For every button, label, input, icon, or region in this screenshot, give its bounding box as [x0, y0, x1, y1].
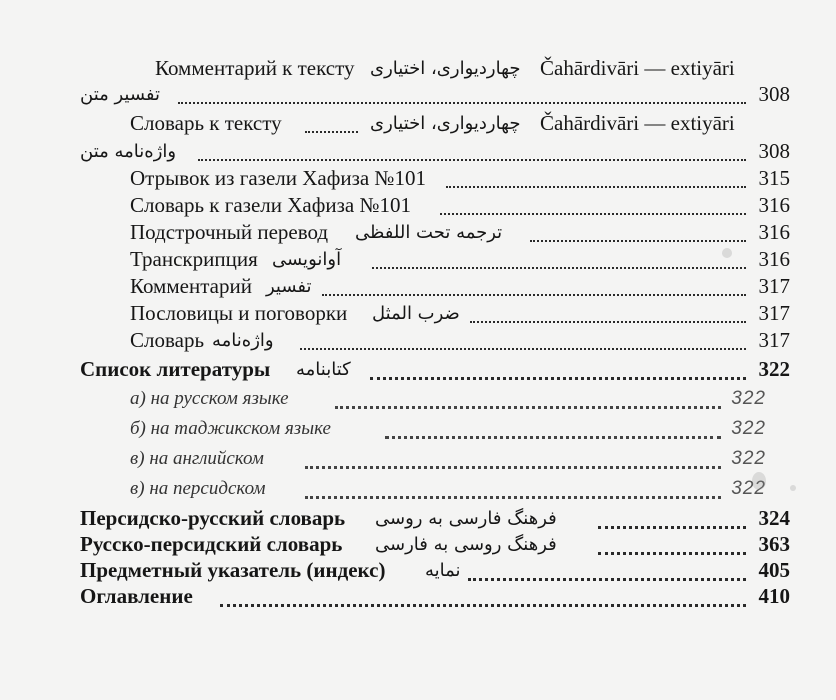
- toc-page-number: 316: [758, 220, 790, 244]
- toc-entry-title: Словарь: [130, 328, 205, 352]
- toc-entry-title: Предметный указатель (индекс): [80, 558, 386, 582]
- toc-entry-title: Оглавление: [80, 584, 193, 608]
- toc-page-number: 410: [758, 584, 790, 608]
- leader-dots: [598, 510, 746, 529]
- leader-dots: [440, 197, 746, 215]
- toc-entry-title: Подстрочный перевод: [130, 220, 329, 244]
- toc-entry-title: Русско-персидский словарь: [80, 532, 343, 556]
- toc-entry-title: б) на таджикском языке: [130, 418, 331, 439]
- toc-entry-transliteration: Čahārdivāri — extiyāri: [540, 56, 735, 80]
- toc-page-number: 308: [758, 139, 790, 163]
- toc-entry-persian-title: آوانویسی: [272, 249, 342, 270]
- leader-dots: [370, 361, 746, 380]
- toc-entry-title: в) на английском: [130, 448, 264, 469]
- leader-dots: [468, 562, 746, 581]
- toc-page-number: 324: [758, 506, 790, 530]
- leader-dots: [335, 390, 721, 409]
- leader-dots: [305, 450, 721, 469]
- toc-entry-persian-title: فرهنگ روسی به فارسی: [375, 534, 557, 555]
- toc-entry-persian-title: فرهنگ فارسی به روسی: [375, 508, 557, 529]
- toc-entry-persian-title: چهاردیواری، اختیاری: [370, 113, 521, 134]
- toc-page-number: 317: [758, 328, 790, 352]
- toc-entry-persian-title: چهاردیواری، اختیاری: [370, 58, 521, 79]
- leader-dots: [530, 224, 746, 242]
- toc-entry-persian-title: تفسير متن: [80, 84, 161, 105]
- toc-page-number: 322: [731, 388, 766, 409]
- toc-entry-title: Пословицы и поговорки: [130, 301, 348, 325]
- toc-page-number: 317: [758, 301, 790, 325]
- toc-entry-title: Словарь к тексту: [130, 111, 282, 135]
- toc-entry-persian-title: ترجمه تحت اللفظی: [355, 222, 503, 243]
- toc-entry-persian-title: واژه‌نامه: [212, 330, 274, 351]
- toc-entry-title: Отрывок из газели Хафиза №101: [130, 166, 426, 190]
- leader-dots: [305, 480, 721, 499]
- toc-entry-persian-title: کتابنامه: [296, 359, 351, 380]
- toc-entry-title: Комментарий: [130, 274, 252, 298]
- toc-entry-title: Словарь к газели Хафиза №101: [130, 193, 411, 217]
- toc-entry-persian-title: واژه‌نامه متن: [80, 141, 177, 162]
- leader-dots: [470, 305, 746, 323]
- leader-dots: [300, 332, 746, 350]
- scan-smudge: [722, 248, 732, 258]
- leader-dots: [198, 143, 746, 161]
- leader-dots: [178, 86, 746, 104]
- leader-dots: [305, 115, 358, 133]
- leader-dots: [220, 588, 746, 607]
- toc-page-number: 363: [758, 532, 790, 556]
- toc-entry-persian-title: ضرب المثل: [372, 303, 460, 324]
- toc-entry-title: а) на русском языке: [130, 388, 289, 409]
- toc-page-number: 322: [758, 357, 790, 381]
- toc-page-number: 316: [758, 193, 790, 217]
- leader-dots: [598, 536, 746, 555]
- toc-entry-transliteration: Čahārdivāri — extiyāri: [540, 111, 735, 135]
- toc-page-number: 316: [758, 247, 790, 271]
- leader-dots: [385, 420, 721, 439]
- toc-page-number: 405: [758, 558, 790, 582]
- toc-page-number: 322: [731, 448, 766, 469]
- leader-dots: [372, 251, 746, 269]
- toc-entry-title: Комментарий к тексту: [155, 56, 355, 80]
- scan-smudge: [790, 485, 796, 491]
- toc-entry-title: Список литературы: [80, 357, 271, 381]
- toc-entry-persian-title: نمایه: [425, 560, 461, 581]
- toc-entry-title: в) на персидском: [130, 478, 266, 499]
- leader-dots: [446, 170, 746, 188]
- toc-page-number: 317: [758, 274, 790, 298]
- toc-page-number: 308: [758, 82, 790, 106]
- toc-entry-title: Транскрипция: [130, 247, 258, 271]
- toc-entry-persian-title: تفسیر: [266, 276, 312, 297]
- toc-entry-title: Персидско-русский словарь: [80, 506, 346, 530]
- toc-page-number: 315: [758, 166, 790, 190]
- toc-page-number: 322: [731, 478, 766, 499]
- scan-smudge: [752, 472, 766, 490]
- leader-dots: [322, 278, 746, 296]
- toc-page-number: 322: [731, 418, 766, 439]
